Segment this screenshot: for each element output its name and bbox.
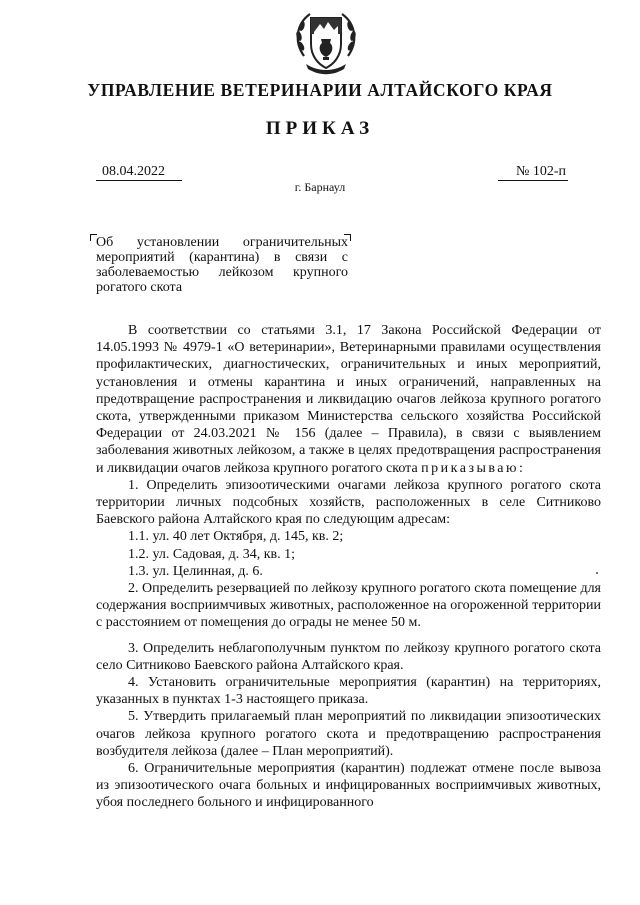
item-1-2: 1.2. ул. Садовая, д. 34, кв. 1; bbox=[128, 546, 296, 562]
preamble-text: В соответствии со статьями 3.1, 17 Закона Российской Федерации от 14.05.1993 № 4979-1 «О ветеринарии», Ветеринарными правилами осуществления профилактических, диагностических, ограничительных и иных мероприятий, установления и отмены карантина и иных ограничений, направленных на предотвращение распространения и ликвидацию очагов лейкоза крупного рогатого скота, утвержденными приказом Министерства сельского хозяйства Российской Федерации от 24.03.2021 № 156 (далее – Правила), в связи с выявлением заболевания животных лейкозом, а также в целях предотвращения распространения и ликвидации очагов лейкоза крупного рогатого скота bbox=[96, 323, 601, 476]
organization-name: УПРАВЛЕНИЕ ВЕТЕРИНАРИИ АЛТАЙСКОГО КРАЯ bbox=[87, 80, 553, 100]
item-6: 6. Ограничительные мероприятия (карантин) подлежат отмене после вывоза из эпизоотического очага больных и инфицированных восприимчивых животных, убоя последнего больного и инфицированного bbox=[96, 761, 601, 811]
decree-word: приказываю: bbox=[421, 460, 526, 476]
document-number: № 102-п bbox=[498, 164, 568, 181]
item-1-1: 1.1. ул. 40 лет Октября, д. 145, кв. 2; bbox=[128, 529, 344, 545]
preamble-paragraph bbox=[96, 322, 601, 477]
document-body bbox=[96, 322, 601, 812]
document-subject: Об установлении ограничительных мероприятий (карантина) в связи с заболеваемостью лейкозом крупного рогатого скота bbox=[96, 235, 348, 295]
item-4: 4. Установить ограничительные мероприятия (карантин) на территориях, указанных в пунктах 1-3 настоящего приказа. bbox=[96, 675, 601, 708]
item-1: 1. Определить эпизоотическими очагами лейкоза крупного рогатого скота территории личных подсобных хозяйств, расположенных в селе Ситниково Баевского района Алтайского края по следующим адресам: bbox=[96, 477, 601, 528]
document-date: 08.04.2022 bbox=[96, 164, 182, 181]
item-3: 3. Определить неблагополучным пунктом по лейкозу крупного рогатого скота село Ситниково Баевского района Алтайского края. bbox=[96, 640, 601, 673]
item-5: 5. Утвердить прилагаемый план мероприятий по ликвидации эпизоотических очагов лейкоза крупного рогатого скота и предотвращению распространения возбудителя лейкоза (далее – План мероприятий). bbox=[96, 709, 601, 759]
scan-speck bbox=[596, 572, 598, 574]
item-2: 2. Определить резервацией по лейкозу крупного рогатого скота помещение для содержания восприимчивых животных, расположенное на огороженной территории с расстоянием от помещения до ограды не менее 50 м. bbox=[96, 581, 601, 631]
document-type-title: ПРИКАЗ bbox=[265, 118, 375, 139]
altai-krai-coat-of-arms-icon bbox=[290, 6, 362, 78]
document-city: г. Барнаул bbox=[294, 180, 346, 194]
item-1-3: 1.3. ул. Целинная, д. 6. bbox=[128, 563, 263, 579]
